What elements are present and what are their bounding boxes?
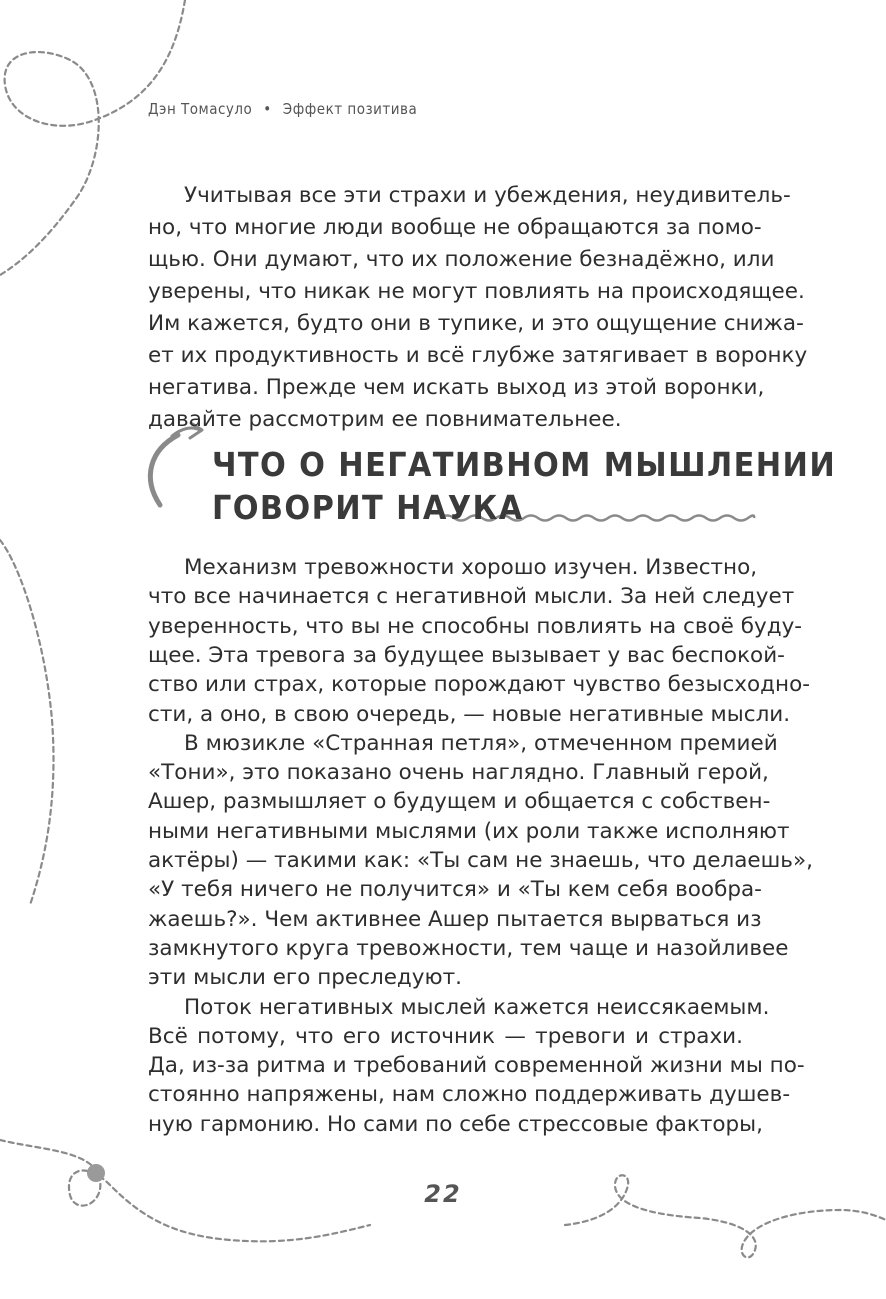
text-line: Учитывая все эти страхи и убеждения, неудивитель- [184,183,791,208]
text-line: «Тони», это показано очень наглядно. Главный герой, [148,760,769,786]
text-line: ство или страх, которые порождают чувство безысходно- [148,672,810,698]
text-line: сти, а оно, в свою очередь, — новые негативные мысли. [148,701,791,727]
text-line: Механизм тревожности хорошо изучен. Известно, [184,555,758,580]
running-head [148,100,417,118]
page-number: 22 [424,1180,462,1208]
separator: • [263,100,272,118]
text-line: ет их продуктивность и всё глубже затягивает в воронку [148,343,808,368]
text-line: Ашер, размышляет о будущем и общается с собствен- [148,789,771,815]
text-line: стоянно напряжены, нам сложно поддерживать душев- [148,1082,791,1108]
bracket-swoosh-icon [150,435,178,505]
text-line: В мюзикле «Странная петля», отмеченном премией [184,730,778,756]
text-line: замкнутого круга тревожности, тем чаще и назойливее [148,935,789,961]
text-line: Да, из-за ритма и требований современной жизни мы по- [148,1053,805,1079]
section-heading-line-2: ГОВОРИТ НАУКА [212,488,524,527]
section-heading-line-1: ЧТО О НЕГАТИВНОМ МЫШЛЕНИИ [212,445,837,484]
text-line: давайте рассмотрим ее повнимательнее. [148,407,622,432]
text-line: щее. Эта тревога за будущее вызывает у вас беспокой- [148,642,785,668]
text-line: жаешь?». Чем активнее Ашер пытается вырваться из [148,906,762,932]
text-line: Поток негативных мыслей кажется неиссякаемым. [184,994,770,1020]
text-line: уверенность, что вы не способны повлиять на своё буду- [148,613,803,639]
text-line: но, что многие люди вообще не обращаются за помо- [148,215,762,240]
text-line: актёры) — такими как: «Ты сам не знаешь, что делаешь», [148,848,813,873]
text-line: уверены, что никак не могут повлиять на происходящее. [148,279,805,304]
book-title: Эффект позитива [282,100,418,118]
text-line: ную гармонию. Но сами по себе стрессовые факторы, [148,1111,763,1137]
text-line: Им кажется, будто они в тупике, и это ощущение снижа- [148,311,804,336]
text-line: эти мысли его преследуют. [148,965,462,991]
text-line: Всё потому, что его источник — тревоги и страхи. [148,1023,743,1049]
author-name: Дэн Томасуло [148,100,253,118]
text-line: что все начинается с негативной мысли. За ней следует [148,584,795,610]
text-line: щью. Они думают, что их положение безнадёжно, или [148,247,775,272]
text-line: ными негативными мыслями (их роли также исполняют [148,818,790,844]
text-line: негатива. Прежде чем искать выход из этой воронки, [148,375,765,400]
text-line: «У тебя ничего не получится» и «Ты кем себя вообра- [148,877,762,903]
